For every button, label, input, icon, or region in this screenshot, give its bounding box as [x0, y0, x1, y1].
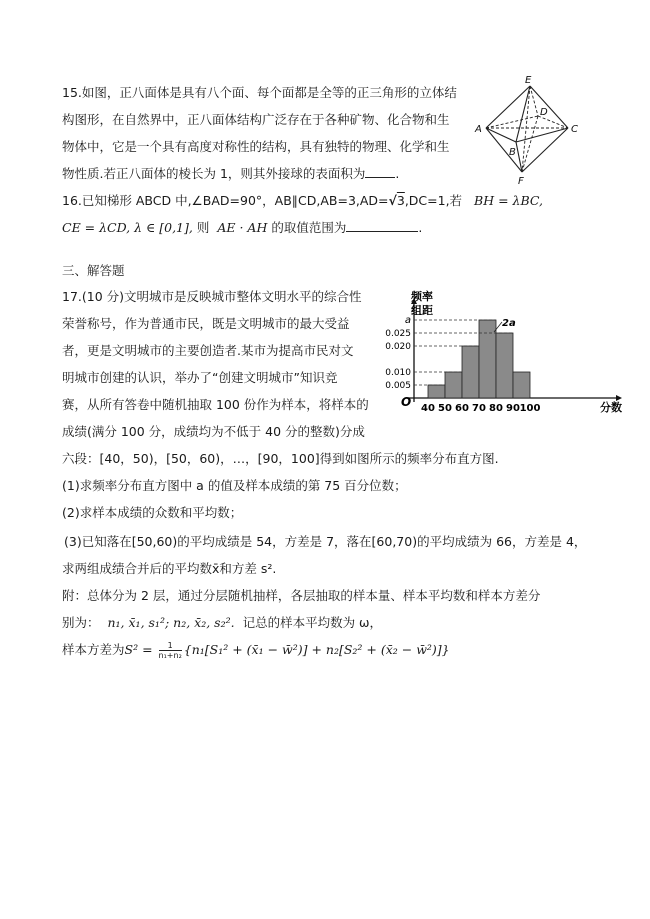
q17-sub-1: (1)求频率分布直方图中 a 的值及样本成绩的第 75 百分位数； [62, 478, 407, 493]
x-tick-label-70: 70 [472, 403, 486, 414]
fraction-numerator: 1 [159, 641, 182, 651]
histogram-bar-[50,60) [445, 372, 462, 398]
q17-line-7: 六段：[40，50)，[50，60)，…，[90，100]得到如图所示的频率分布直方图. [62, 451, 499, 466]
q17-line-1: 17.(10 分)文明城市是反映城市整体文明水平的综合性 [62, 289, 362, 304]
fraction-denominator: n₁+n₂ [158, 651, 182, 660]
answer-blank-16 [346, 231, 418, 232]
y-label-top: 频率 [411, 290, 433, 303]
x-tick-label-90: 90 [506, 403, 520, 414]
edge-A-D [486, 116, 538, 128]
q16-line-2-text: 则 [196, 220, 210, 235]
sqrt-symbol: √ [388, 193, 397, 208]
x-tick-label-80: 80 [489, 403, 503, 414]
y-tick-label-0.020: 0.020 [385, 342, 411, 352]
x-tick-label-100: 100 [519, 403, 541, 414]
q17-sub-2: (2)求样本成绩的众数和平均数； [62, 505, 243, 520]
origin-label: O [401, 395, 412, 409]
q17-line-4: 明城市创建的认识，举办了“创建文明城市”知识竞 [62, 370, 338, 385]
q17-note-2-expr: n₁, x̄₁, s₁²; n₂, x̄₂, s₂². [107, 615, 235, 630]
x-axis-label: 分数 [600, 401, 622, 414]
edge-F-A [486, 128, 522, 172]
diag-E-F [522, 86, 530, 172]
y-tick-label-0.025: 0.025 [385, 329, 411, 339]
label-A: A [475, 124, 482, 135]
q15-line-4-end: . [395, 166, 400, 181]
x-tick-label-40: 40 [421, 403, 435, 414]
histogram-bar-[70,80) [479, 320, 496, 398]
histogram-bar-[90,100] [513, 372, 530, 398]
q17-note-3-expr: S² = [124, 642, 157, 657]
y-tick-label-0.005: 0.005 [385, 381, 411, 391]
q17-note-line-3 [62, 641, 450, 660]
q16-vector-expr-1: BH = λBC, [474, 193, 543, 208]
q17-line-3: 者，更是文明城市的主要创造者.某市为提高市民对文 [62, 343, 354, 358]
q15-line-4-text: 物性质.若正八面体的棱长为 1，则其外接球的表面积为 [62, 166, 366, 181]
q17-line-5: 赛，从所有答卷中随机抽取 100 份作为样本，将样本的 [62, 397, 369, 412]
annotation-2a: 2a [502, 318, 516, 329]
q15-line-4 [62, 165, 399, 183]
q17-sub-3-line-1: (3)已知落在[50,60)的平均成绩是 54，方差是 7，落在[60,70)的平均成绩为 66，方差是 4， [64, 534, 587, 549]
answer-blank-15 [365, 177, 395, 178]
label-B: B [509, 147, 516, 158]
q17-note-2-tail: 记总的样本平均数为 ω， [242, 615, 383, 630]
variance-fraction [159, 641, 182, 660]
q17-note-3-rest: {n₁[S₁² + (x̄₁ − w̄²)] + n₂[S₂² + (x̄₂ − w̄²)]} [183, 642, 450, 657]
histogram-bar-[40,50) [428, 385, 445, 398]
label-D: D [540, 107, 548, 118]
sqrt-value: 3 [396, 193, 405, 208]
y-tick-label-0.010: 0.010 [385, 368, 411, 378]
q16-line-2-end: . [418, 220, 423, 235]
edge-A-B [486, 128, 516, 142]
q15-line-1: 15.如图，正八面体是具有八个面、每个面都是全等的正三角形的立体结 [62, 85, 457, 100]
q16-line-2-tail: 的取值范围为 [271, 220, 347, 235]
x-tick-label-60: 60 [455, 403, 469, 414]
q16-line-1-mid: ,DC=1,若 [404, 193, 463, 208]
q17-note-2-text: 别为： [62, 615, 100, 630]
label-F: F [518, 176, 524, 186]
histogram-bar-[60,70) [462, 346, 479, 398]
label-C: C [571, 124, 578, 135]
histogram-bar-[80,90) [496, 333, 513, 398]
edge-E-B [516, 86, 530, 142]
q17-note-line-1: 附：总体分为 2 层，通过分层随机抽样，各层抽取的样本量、样本平均数和样本方差分 [62, 588, 541, 603]
q15-line-3: 物体中，它是一个具有高度对称性的结构，具有独特的物理、化学和生 [62, 139, 450, 154]
q17-sub-3-line-2: 求两组成绩合并后的平均数x̄和方差 s². [62, 561, 277, 576]
section-title: 三、解答题 [62, 263, 125, 278]
q15-line-2: 构图形，在自然界中，正八面体结构广泛存在于各种矿物、化合物和生 [62, 112, 450, 127]
q16-line-1 [62, 192, 543, 210]
q16-line-2 [62, 219, 422, 237]
q16-vector-expr-2: CE = λCD, λ ∈ [0,1], [62, 220, 193, 235]
q17-note-line-2 [62, 614, 382, 632]
q17-line-6: 成绩(满分 100 分，成绩均为不低于 40 分的整数)分成 [62, 424, 365, 439]
frequency-histogram [378, 290, 640, 420]
q16-dot-product: AE · AH [217, 220, 268, 235]
edge-E-A [486, 86, 530, 128]
y-tick-label-a: a [404, 315, 411, 326]
q16-line-1-text: 16.已知梯形 ABCD 中,∠BAD=90°，AB∥CD,AB=3,AD= [62, 193, 389, 208]
label-E: E [525, 75, 532, 86]
x-tick-label-50: 50 [438, 403, 452, 414]
q17-line-2: 荣誉称号，作为普通市民，既是文明城市的最大受益 [62, 316, 350, 331]
q17-note-3-text: 样本方差为 [62, 642, 125, 657]
y-label-bottom: 组距 [411, 304, 433, 317]
octahedron-figure [472, 74, 582, 186]
